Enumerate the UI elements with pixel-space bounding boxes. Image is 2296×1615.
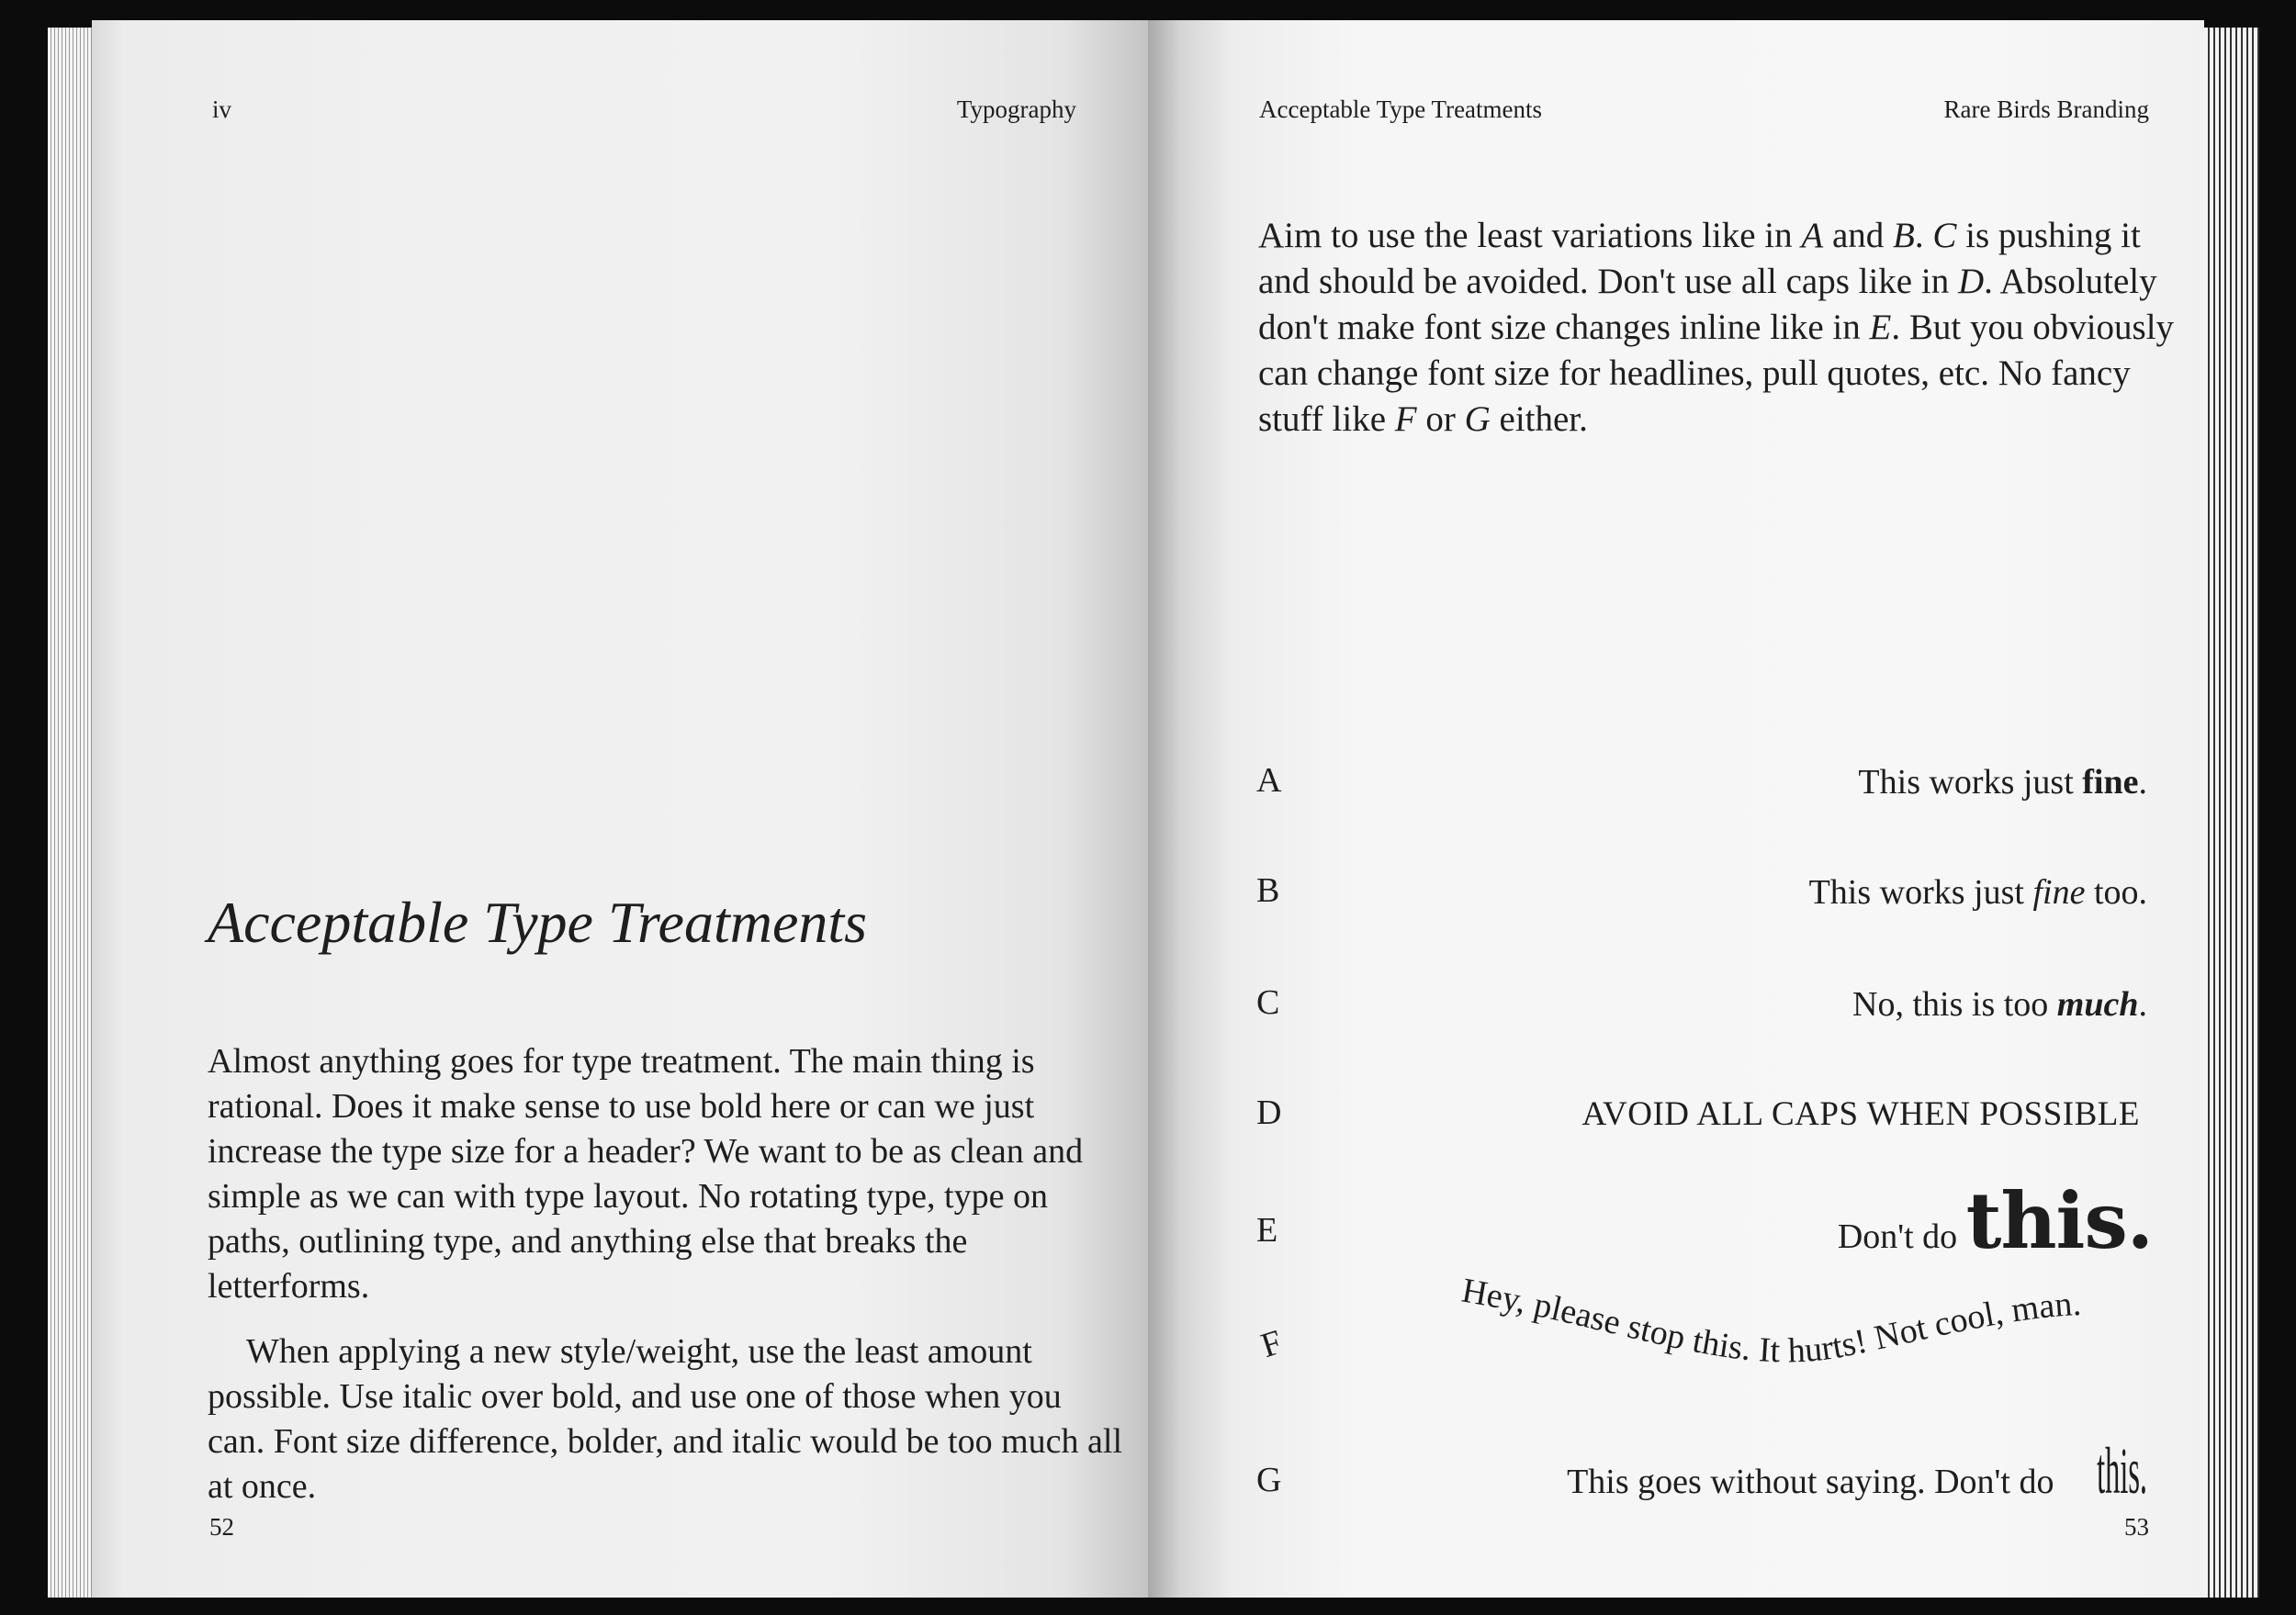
running-header-section-title: Acceptable Type Treatments — [1259, 95, 1543, 123]
page-number-left: 52 — [209, 1513, 234, 1541]
example-d-text: AVOID ALL CAPS WHEN POSSIBLE — [1581, 1095, 2140, 1133]
example-label-e: E — [1256, 1211, 1278, 1250]
example-label-b: B — [1256, 871, 1280, 910]
example-a-text: This works just fine. — [1858, 763, 2147, 802]
section-heading: Acceptable Type Treatments — [208, 890, 868, 955]
running-header-section: Typography — [956, 95, 1076, 123]
running-header-brand: Rare Birds Branding — [1943, 95, 2149, 123]
intro-paragraph: Aim to use the least variations like in A and B. C is pushing it and should be avoided. Don't use all caps like in D. Absolutely don't make font size changes inline like in E. But you obviously can change font size for headlines, pull quotes, etc. No fancy stuff like F or G either. — [1258, 216, 2175, 439]
example-f-curved-text — [1148, 20, 2204, 1598]
example-b-text: This works just fine too. — [1808, 873, 2147, 912]
example-label-a: A — [1256, 761, 1282, 800]
book-page-edges-left — [48, 28, 92, 1598]
right-page — [1148, 20, 2204, 1598]
example-label-f: F — [1256, 1322, 1288, 1366]
body-paragraph-1: Almost anything goes for type treatment. The main thing is rational. Does it make sense to use bold here or can we just increase the type size for a header? We want to be as clean and simple as we can with type layout. No rotating type, type on paths, outlining type, and anything else that breaks the letterforms. — [208, 1042, 1084, 1306]
page-number-right: 53 — [2124, 1513, 2149, 1541]
svg-text:Hey, please stop this. It hurt — [1459, 1271, 2082, 1370]
example-label-c: C — [1256, 983, 1280, 1022]
running-header-left: iv — [212, 95, 232, 123]
example-f-text: Hey, please stop this. It hurts! Not cool, man. — [1458, 1271, 2083, 1371]
example-label-g: G — [1256, 1461, 1282, 1499]
left-page — [92, 20, 1148, 1598]
book-page-edges-right — [2204, 28, 2259, 1598]
example-c-text: No, this is too much. — [1852, 985, 2147, 1024]
body-paragraph-2: When applying a new style/weight, use the least amount possible. Use italic over bold, and use one of those when you can. Font size difference, bolder, and italic would be too much all at once. — [208, 1332, 1123, 1506]
example-e-text: Don't do this. — [1837, 1175, 2153, 1266]
example-label-d: D — [1256, 1093, 1282, 1132]
example-g-text: This goes without saying. Don't do this. — [1567, 1434, 2147, 1508]
